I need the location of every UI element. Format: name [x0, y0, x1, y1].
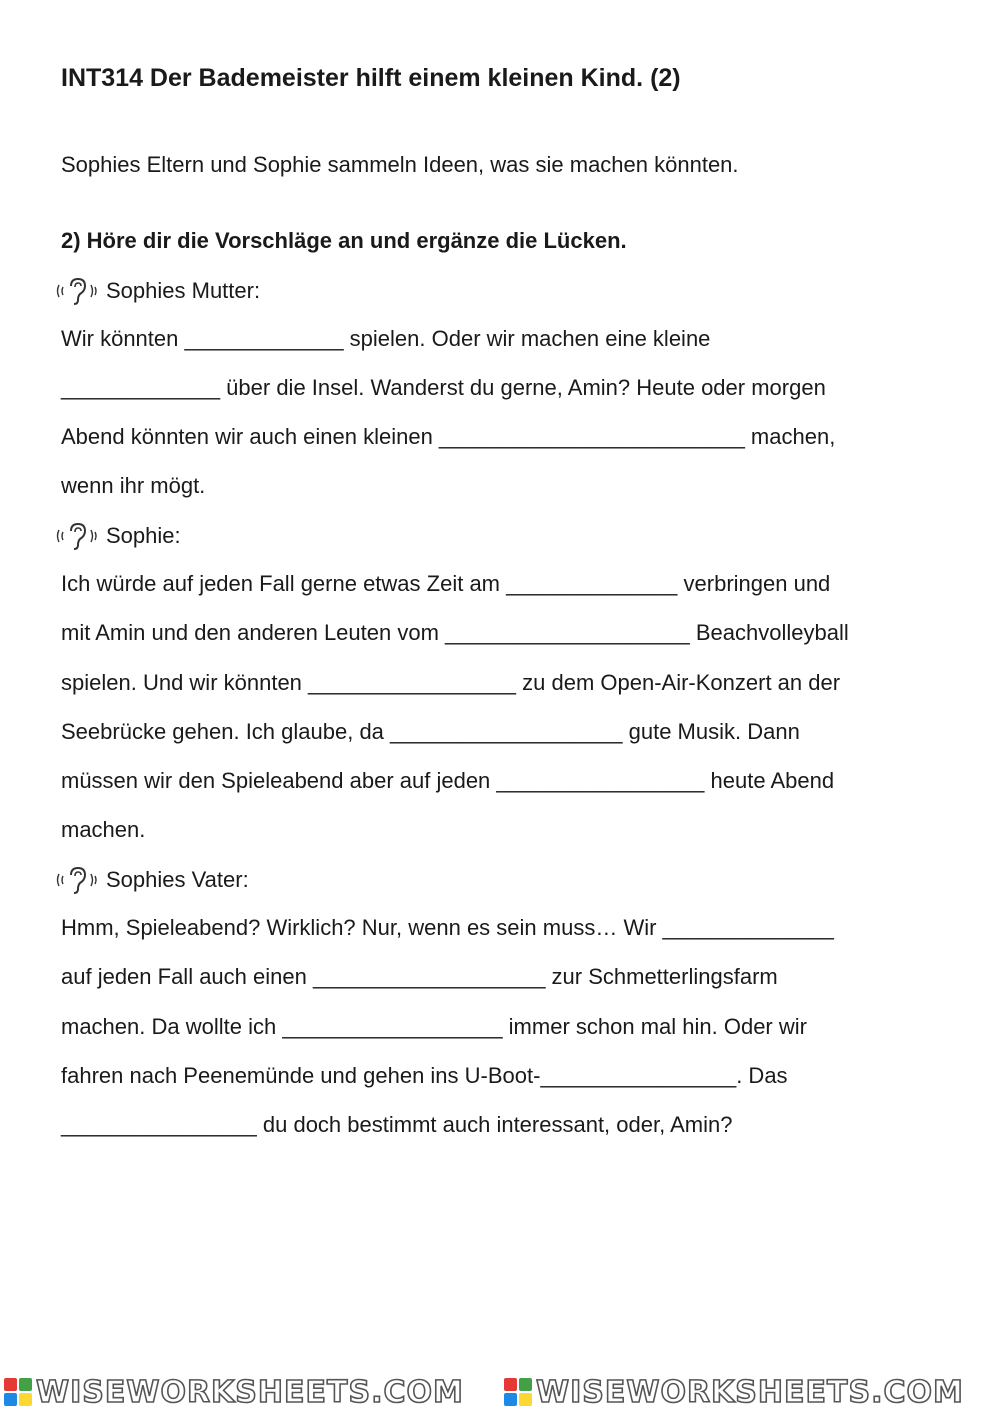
- listen-audio-icon[interactable]: [54, 275, 100, 307]
- text-line: mit Amin und den anderen Leuten vom ____________________ Beachvolleyball: [61, 620, 849, 645]
- text-line: wenn ihr mögt.: [61, 473, 206, 498]
- page-title: INT314 Der Bademeister hilft einem kleinen Kind. (2): [61, 64, 681, 92]
- brand-text: WISEWORKSHEETS.COM: [36, 1374, 464, 1410]
- text-line: machen.: [61, 817, 146, 842]
- text-line: ________________ du doch bestimmt auch interessant, oder, Amin?: [61, 1112, 733, 1137]
- speaker-label: Sophie:: [106, 523, 181, 548]
- text-line: _____________ über die Insel. Wanderst du gerne, Amin? Heute oder morgen: [61, 375, 826, 400]
- text-line: Hmm, Spieleabend? Wirklich? Nur, wenn es sein muss… Wir ______________: [61, 915, 834, 940]
- speaker-label: Sophies Vater:: [106, 867, 249, 892]
- text-line: Wir könnten _____________ spielen. Oder wir machen eine kleine: [61, 326, 711, 351]
- brand-logo: [500, 1372, 1000, 1412]
- text-line: fahren nach Peenemünde und gehen ins U-Boot-________________. Das: [61, 1063, 788, 1088]
- listen-audio-icon[interactable]: [54, 864, 100, 896]
- speaker-sophie: [54, 520, 181, 552]
- intro-text: Sophies Eltern und Sophie sammeln Ideen, was sie machen könnten.: [61, 152, 739, 177]
- speaker-label: Sophies Mutter:: [106, 278, 261, 303]
- text-line: spielen. Und wir könnten _________________ zu dem Open-Air-Konzert an der: [61, 670, 841, 695]
- speaker-father: [54, 864, 249, 896]
- brand-text: WISEWORKSHEETS.COM: [536, 1374, 964, 1410]
- footer-watermark: [0, 1372, 1000, 1412]
- logo-squares-icon: [4, 1378, 32, 1406]
- text-line: Seebrücke gehen. Ich glaube, da ___________________ gute Musik. Dann: [61, 719, 800, 744]
- text-line: Ich würde auf jeden Fall gerne etwas Zeit am ______________ verbringen und: [61, 571, 831, 596]
- brand-logo: [0, 1372, 500, 1412]
- listen-audio-icon[interactable]: [54, 520, 100, 552]
- task-instruction: 2) Höre dir die Vorschläge an und ergänze die Lücken.: [61, 228, 627, 253]
- speaker-mother: [54, 275, 260, 307]
- text-line: machen. Da wollte ich __________________ immer schon mal hin. Oder wir: [61, 1014, 807, 1039]
- logo-squares-icon: [504, 1378, 532, 1406]
- text-line: Abend könnten wir auch einen kleinen _________________________ machen,: [61, 424, 836, 449]
- text-line: müssen wir den Spieleabend aber auf jeden _________________ heute Abend: [61, 768, 835, 793]
- text-line: auf jeden Fall auch einen ___________________ zur Schmetterlingsfarm: [61, 964, 778, 989]
